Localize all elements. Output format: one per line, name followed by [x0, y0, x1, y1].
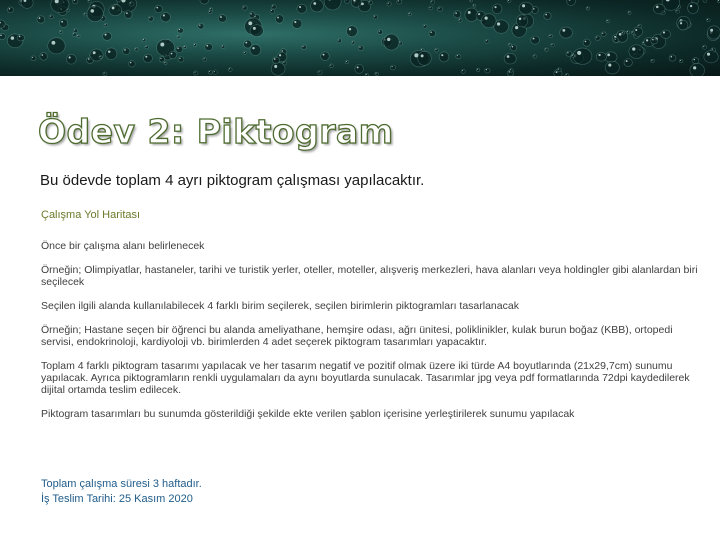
- page-subtitle: Bu ödevde toplam 4 ayrı piktogram çalışması yapılacaktır.: [40, 172, 425, 189]
- roadmap-step: Toplam 4 farklı piktogram tasarımı yapılacak ve her tasarım negatif ve pozitif olmak üzere iki türde A4 boyutlarında (21x29,7cm) sunumu yapılacak. Ayrıca piktogramların renkli uygulamaları da aynı boyutlarda sunulacak. Tasarımlar jpg veya pdf formatlarında 72dpi kaydedilerek dijital ortamda teslim edilecek.: [41, 360, 690, 396]
- roadmap-step: Önce bir çalışma alanı belirlenecek: [41, 240, 205, 252]
- droplets-image: [0, 0, 720, 76]
- deadline-text: İş Teslim Tarihi: 25 Kasım 2020: [41, 493, 193, 505]
- roadmap-heading: Çalışma Yol Haritası: [41, 209, 141, 221]
- footer-info: [41, 477, 202, 507]
- roadmap-step: Örneğin; Hastane seçen bir öğrenci bu alanda ameliyathane, hemşire odası, ağrı ünitesi, poliklinikler, kulak burun boğaz (KBB), ortopedi servisi, endokrinoloji, kardiyoloji vb. birimlerden 4 adet seçerek piktogram tasarımları yapacaktır.: [41, 324, 673, 348]
- roadmap-step: Piktogram tasarımları bu sunumda gösterildiği şekilde ekte verilen şablon içerisine yerleştirilerek sunumu yapılacak: [41, 408, 575, 420]
- water-droplets-banner: [0, 0, 720, 76]
- roadmap-step: Örneğin; Olimpiyatlar, hastaneler, tarihi ve turistik yerler, oteller, moteller, alışveriş merkezleri, hava alanları veya holdingler gibi alanlardan biri seçilecek: [41, 264, 698, 288]
- roadmap-step: Seçilen ilgili alanda kullanılabilecek 4 farklı birim seçilerek, seçilen birimlerin piktogramları tasarlanacak: [41, 300, 519, 312]
- page-title: Ödev 2: Piktogram: [38, 112, 394, 151]
- roadmap-section: [41, 209, 701, 432]
- duration-text: Toplam çalışma süresi 3 haftadır.: [41, 478, 202, 490]
